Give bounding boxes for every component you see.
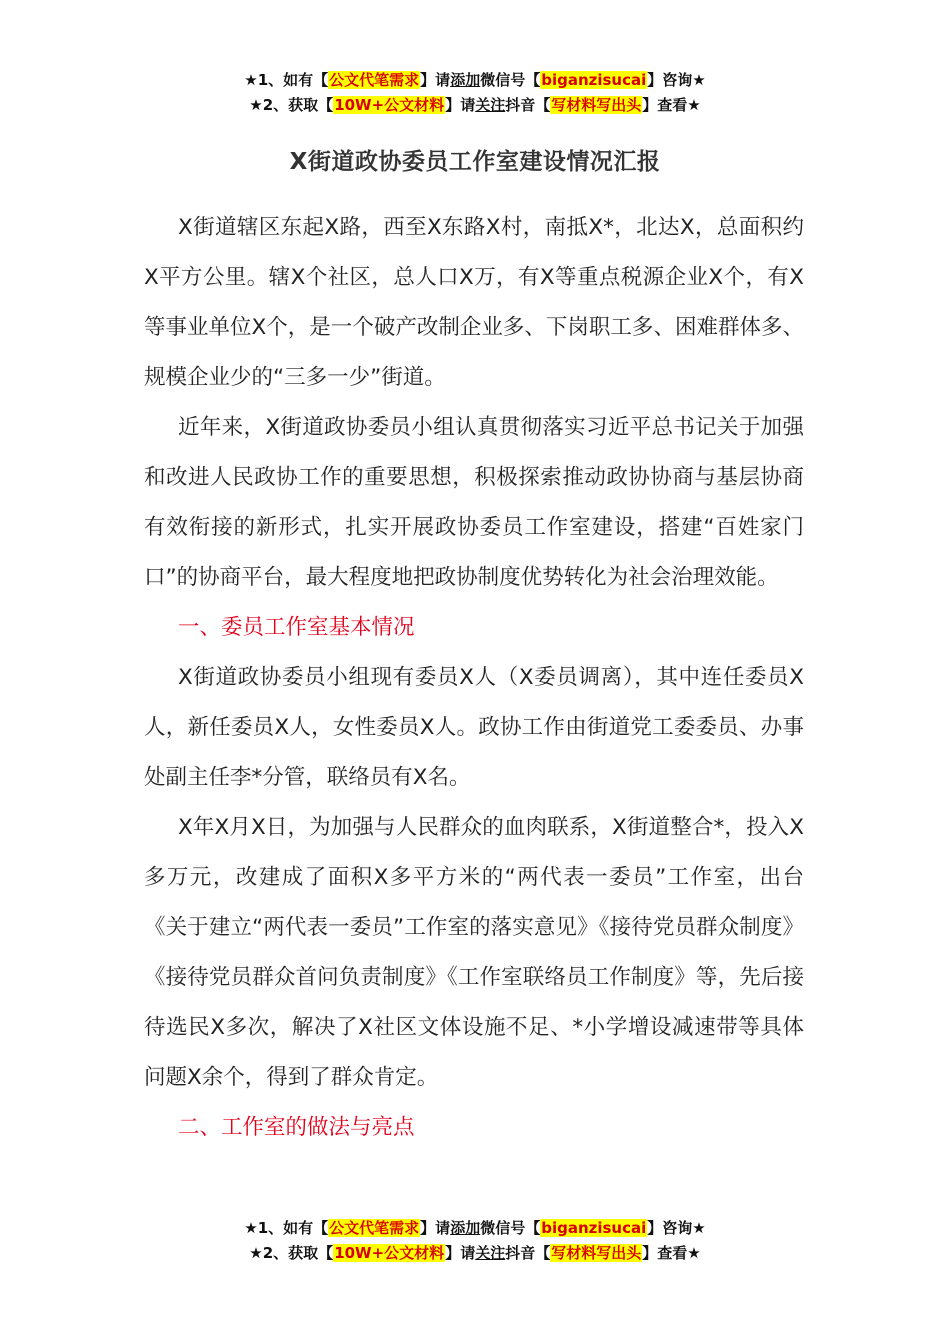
promo-banner-top (0, 68, 950, 118)
promo-wechat-id: biganzisucai (541, 1219, 647, 1237)
paragraph: X年X月X日，为加强与人民群众的血肉联系，X街道整合*，投入X多万元，改建成了面积X多平方米的“两代表一委员”工作室，出台《关于建立“两代表一委员”工作室的落实意见》《接待党员群众制度》《接待党员群众首问负责制度》《工作室联络员工作制度》等，先后接待选民X多次，解决了X社区文体设施不足、*小学增设减速带等具体问题X余个，得到了群众肯定。 (144, 815, 804, 1090)
promo-highlight: 公文代笔需求 (329, 71, 420, 89)
promo-line-2 (0, 1241, 950, 1266)
promo-highlight: 10W+公文材料 (334, 1244, 445, 1262)
promo-douyin-id: 写材料写出头 (551, 96, 642, 114)
promo-text: 抖音【 (505, 1244, 551, 1262)
promo-text: ★1、如有【 (244, 71, 329, 89)
promo-highlight: 10W+公文材料 (334, 96, 445, 114)
promo-line-1 (0, 1216, 950, 1241)
section-heading: 一、委员工作室基本情况 (178, 615, 415, 640)
promo-text: 】咨询★ (647, 71, 706, 89)
promo-text: 微信号【 (480, 71, 541, 89)
promo-underline: 关注 (475, 1244, 506, 1262)
promo-highlight: 公文代笔需求 (329, 1219, 420, 1237)
promo-banner-bottom (0, 1216, 950, 1266)
document-body (144, 203, 804, 1153)
promo-underline: 关注 (475, 96, 506, 114)
promo-text: 微信号【 (480, 1219, 541, 1237)
promo-line-2 (0, 93, 950, 118)
document-title: X街道政协委员工作室建设情况汇报 (289, 149, 661, 175)
promo-text: ★1、如有【 (244, 1219, 329, 1237)
promo-text: 】请 (445, 1244, 476, 1262)
promo-text: 】查看★ (642, 1244, 701, 1262)
promo-text: 】咨询★ (647, 1219, 706, 1237)
promo-text: 】查看★ (642, 96, 701, 114)
promo-underline: 添加 (450, 1219, 481, 1237)
promo-text: 】请 (420, 71, 451, 89)
promo-text: ★2、获取【 (249, 1244, 334, 1262)
promo-douyin-id: 写材料写出头 (551, 1244, 642, 1262)
promo-wechat-id: biganzisucai (541, 71, 647, 89)
paragraph: X街道辖区东起X路，西至X东路X村，南抵X*，北达X，总面积约X平方公里。辖X个社区，总人口X万，有X等重点税源企业X个，有X等事业单位X个，是一个破产改制企业多、下岗职工多、困难群体多、规模企业少的“三多一少”街道。 (144, 215, 804, 390)
promo-text: 】请 (445, 96, 476, 114)
promo-text: ★2、获取【 (249, 96, 334, 114)
promo-text: 抖音【 (505, 96, 551, 114)
promo-underline: 添加 (450, 71, 481, 89)
paragraph: X街道政协委员小组现有委员X人（X委员调离），其中连任委员X人，新任委员X人，女性委员X人。政协工作由街道党工委委员、办事处副主任李*分管，联络员有X名。 (144, 665, 804, 790)
section-heading: 二、工作室的做法与亮点 (178, 1115, 415, 1140)
paragraph: 近年来，X街道政协委员小组认真贯彻落实习近平总书记关于加强和改进人民政协工作的重要思想，积极探索推动政协协商与基层协商有效衔接的新形式，扎实开展政协委员工作室建设，搭建“百姓家门口”的协商平台，最大程度地把政协制度优势转化为社会治理效能。 (144, 415, 804, 590)
promo-line-1 (0, 68, 950, 93)
promo-text: 】请 (420, 1219, 451, 1237)
